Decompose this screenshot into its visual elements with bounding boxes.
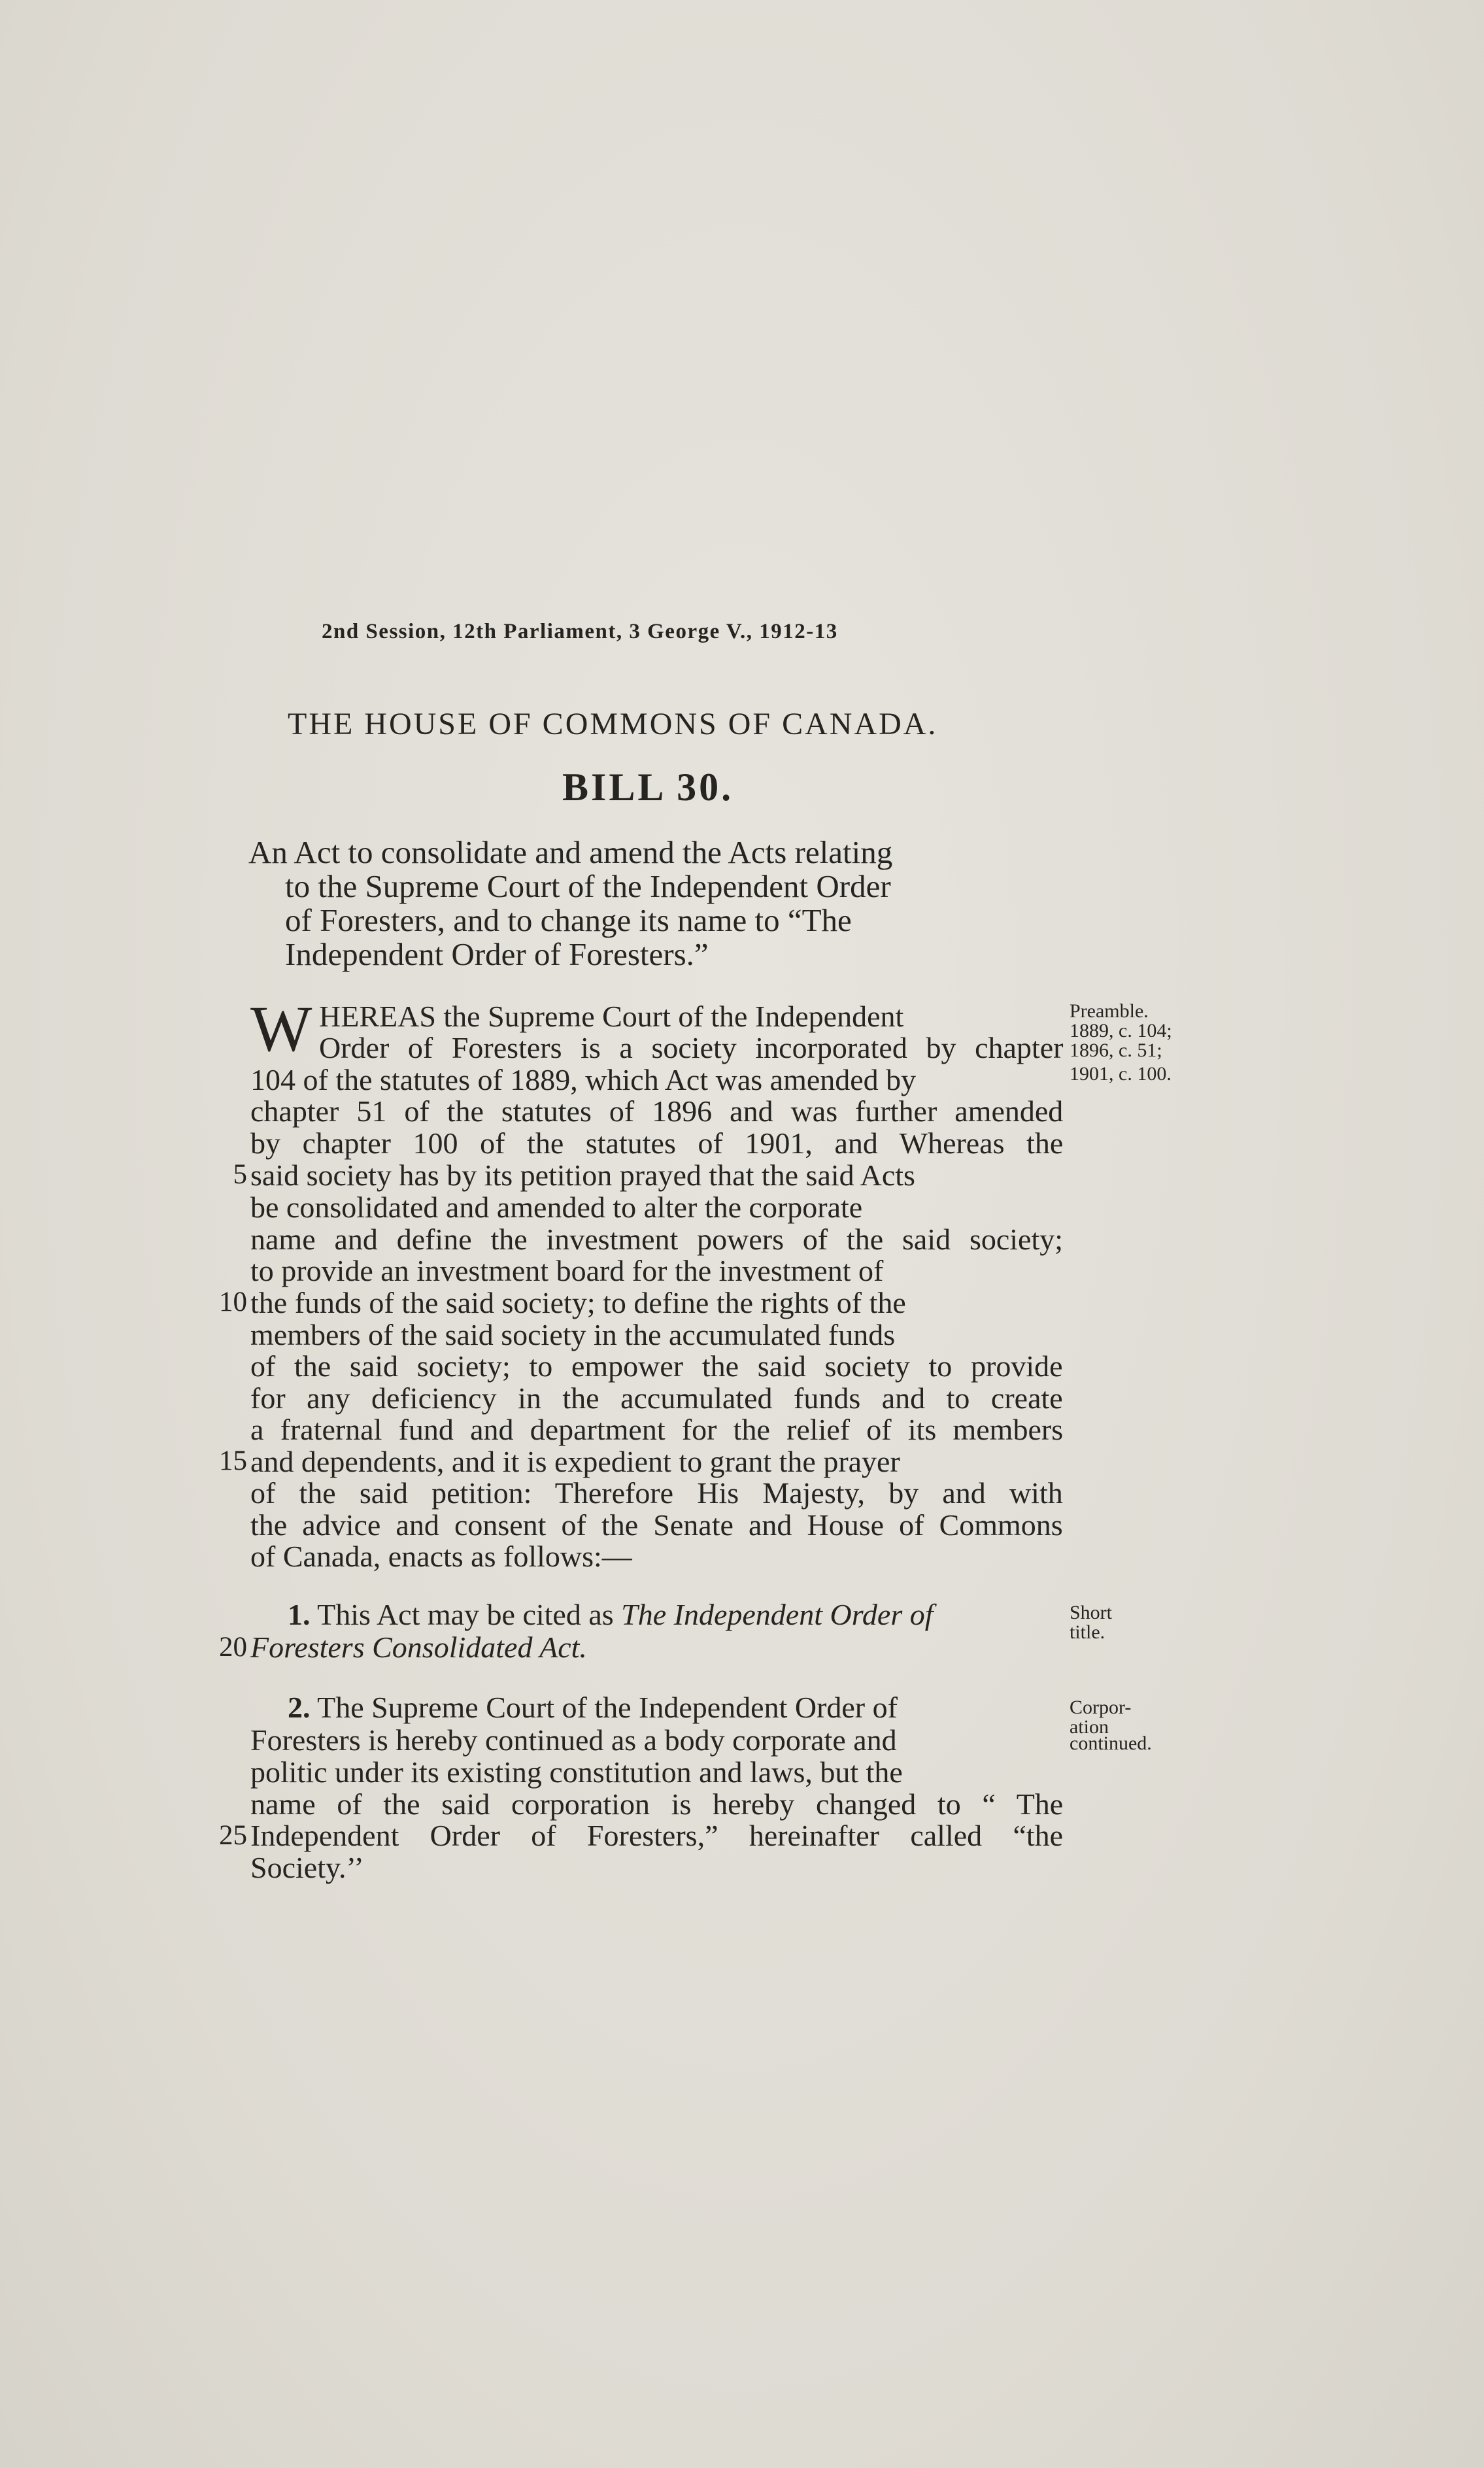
preamble-line: and dependents, and it is expedient to grant the prayer [250, 1445, 900, 1478]
preamble-line: be consolidated and amended to alter the corporate [250, 1191, 863, 1224]
drop-cap: W [250, 992, 312, 1065]
section-number: 2. [288, 1691, 311, 1724]
preamble-line: Order of Foresters is a society incorporated by chapter [319, 1031, 1064, 1064]
house-heading: THE HOUSE OF COMMONS OF CANADA. [288, 707, 938, 741]
preamble-line: a fraternal fund and department for the relief of its members [250, 1413, 1064, 1446]
title-line: to the Supreme Court of the Independent Order [285, 868, 891, 904]
section-2-line: Independent Order of Foresters,” hereinafter called “the [250, 1819, 1064, 1852]
title-line: of Foresters, and to change its name to “The [285, 902, 852, 938]
preamble-line: by chapter 100 of the statutes of 1901, and Whereas the [250, 1126, 1064, 1160]
margin-note-corporation: continued. [1070, 1733, 1152, 1754]
section-1-line [288, 1597, 934, 1632]
margin-note-corporation: ation [1070, 1716, 1109, 1738]
section-2-line: Foresters is hereby continued as a body corporate and [250, 1723, 897, 1757]
preamble-line: the advice and consent of the Senate and House of Commons [250, 1508, 1063, 1542]
section-2-line: name of the said corporation is hereby changed to “ The [250, 1787, 1064, 1821]
margin-note-citation: 1901, c. 100. [1070, 1063, 1172, 1085]
section-text: This Act may be cited as [310, 1598, 622, 1631]
margin-note-short-title: Short [1070, 1602, 1113, 1623]
bill-number: BILL 30. [562, 766, 734, 809]
preamble-line: of the said petition: Therefore His Majesty, by and with [250, 1476, 1063, 1510]
preamble-line: of Canada, enacts as follows:— [250, 1540, 632, 1573]
margin-note-short-title: title. [1070, 1621, 1105, 1643]
preamble-line: to provide an investment board for the investment of [250, 1254, 884, 1287]
section-1-line: Foresters Consolidated Act. [250, 1631, 587, 1664]
section-2-line: Society.’’ [250, 1851, 364, 1884]
margin-note-corporation: Corpor- [1070, 1697, 1132, 1718]
preamble-line: HEREAS the Supreme Court of the Independent [319, 1000, 904, 1033]
section-2-line: politic under its existing constitution and laws, but the [250, 1755, 903, 1789]
margin-note-citation: 1889, c. 104; [1070, 1020, 1172, 1041]
margin-note-preamble: Preamble. [1070, 1000, 1149, 1022]
preamble-line: of the said society; to empower the said society to provide [250, 1349, 1063, 1383]
line-number: 15 [219, 1445, 247, 1476]
line-number: 5 [233, 1159, 247, 1190]
title-line: Independent Order of Foresters.” [285, 936, 709, 972]
bill-title [248, 836, 1066, 972]
line-number: 25 [219, 1820, 247, 1851]
line-number: 10 [219, 1287, 247, 1317]
section-number: 1. [288, 1598, 311, 1631]
preamble-line: for any deficiency in the accumulated funds and to create [250, 1381, 1063, 1415]
margin-note-citation: 1896, c. 51; [1070, 1040, 1162, 1061]
preamble-line: the funds of the said society; to define the rights of the [250, 1286, 906, 1319]
section-2-line [288, 1690, 898, 1725]
session-line: 2nd Session, 12th Parliament, 3 George V., 1912-13 [322, 620, 838, 643]
preamble-line: chapter 51 of the statutes of 1896 and was further amended [250, 1094, 1064, 1128]
line-number: 20 [219, 1632, 247, 1663]
preamble-line: said society has by its petition prayed that the said Acts [250, 1158, 915, 1192]
section-text-italic: The Independent Order of [621, 1598, 934, 1631]
preamble-line: 104 of the statutes of 1889, which Act was amended by [250, 1063, 917, 1096]
preamble-line: name and define the investment powers of the said society; [250, 1223, 1064, 1256]
section-text: The Supreme Court of the Independent Order of [310, 1691, 898, 1724]
title-line: An Act to consolidate and amend the Acts relating [248, 834, 893, 870]
preamble-line: members of the said society in the accumulated funds [250, 1318, 896, 1351]
